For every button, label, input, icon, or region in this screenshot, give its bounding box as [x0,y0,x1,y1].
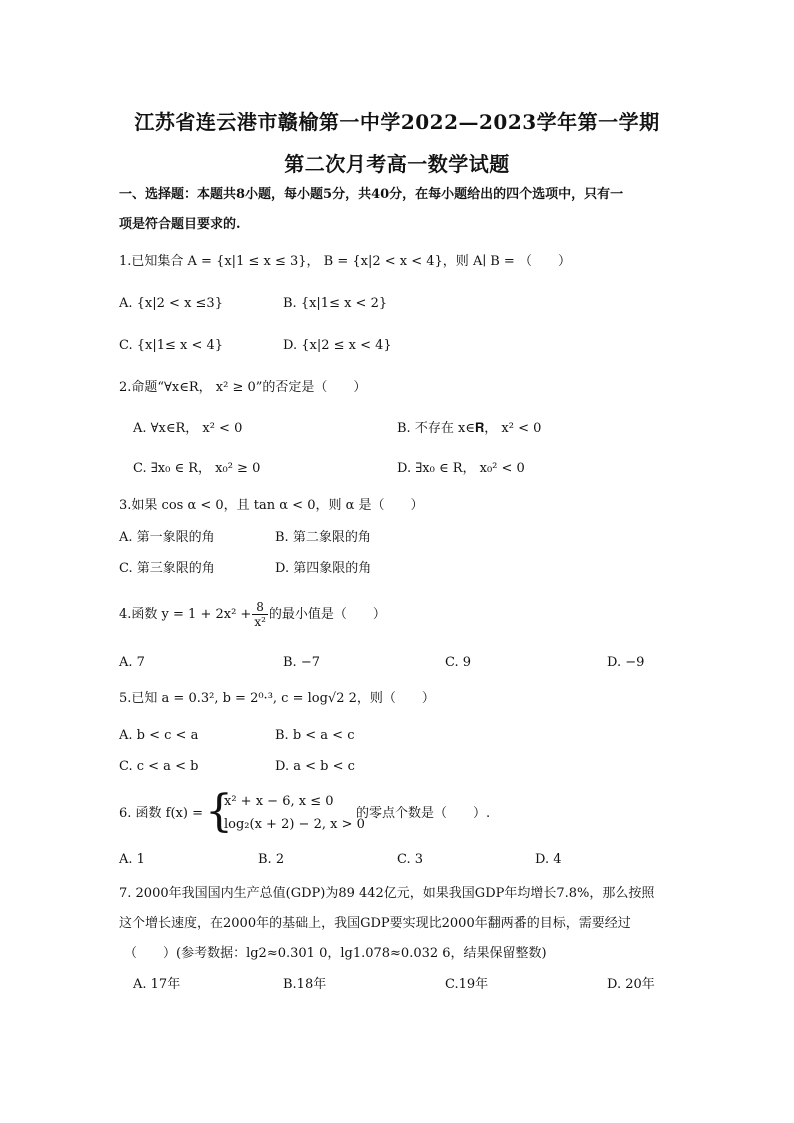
q4-stem-post: 的最小值是（ ） [268,607,386,622]
q5-option-a: A. b < c < a [119,728,199,743]
q4-fraction-numerator: 8 [252,600,268,615]
q7-option-b: B.18年 [283,977,327,992]
q2-option-a: A. ∀x∈R， x² < 0 [133,421,243,436]
q6-piecewise-brace: { [205,786,233,837]
q5-option-d: D. a < b < c [275,759,355,774]
q6-option-b: B. 2 [258,852,285,867]
q2-option-c: C. ∃x₀ ∈ R， x₀² ≥ 0 [133,461,261,476]
q6-case-2: log₂(x + 2) − 2, x > 0 [224,817,365,832]
q4-fraction [252,600,268,629]
q4-option-d: D. −9 [607,655,645,670]
q6-stem-post: 的零点个数是（ ）. [356,806,491,821]
q5-option-c: C. c < a < b [119,759,199,774]
q1-option-d: D. {x|2 ≤ x < 4} [283,338,392,353]
q1-option-a: A. {x|2 < x ≤3} [119,296,223,311]
q6-option-c: C. 3 [397,852,424,867]
q3-option-c: C. 第三象限的角 [119,561,215,576]
q6-stem-pre: 6. 函数 f(x) = [119,806,203,821]
q7-option-d: D. 20年 [607,977,655,992]
q6-option-a: A. 1 [119,852,145,867]
q7-stem-line3: （ ）(参考数据：lg2≈0.301 0，lg1.078≈0.032 6，结果保留整数) [124,946,547,961]
q3-option-a: A. 第一象限的角 [119,530,215,545]
q1-option-c: C. {x|1≤ x < 4} [119,338,224,353]
q1-stem: 1.已知集合 A = {x|1 ≤ x ≤ 3}， B = {x|2 < x < 4}，则 A∣ B = （ ） [119,254,571,269]
q3-stem: 3.如果 cos α < 0，且 tan α < 0，则 α 是（ ） [119,498,424,513]
q4-option-c: C. 9 [445,655,472,670]
exam-title-line1: 江苏省连云港市赣榆第一中学2022—2023学年第一学期 [134,110,660,134]
q2-option-b: B. 不存在 x∈𝐑， x² < 0 [397,421,542,436]
q5-stem: 5.已知 a = 0.3², b = 2⁰·³, c = log√2 2，则（ ） [119,691,435,706]
q7-option-c: C.19年 [445,977,489,992]
q4-option-a: A. 7 [119,655,145,670]
q3-option-b: B. 第二象限的角 [275,530,371,545]
q4-fraction-denominator: x² [254,615,266,629]
q2-stem: 2.命题“∀x∈R， x² ≥ 0”的否定是（ ） [119,380,367,395]
q7-stem-line2: 这个增长速度，在2000年的基础上，我国GDP要实现比2000年翻两番的目标，需要经过 [119,916,631,931]
section-heading-line1: 一、选择题：本题共8小题，每小题5分，共40分，在每小题给出的四个选项中，只有一 [119,187,624,202]
q1-option-b: B. {x|1≤ x < 2} [283,296,388,311]
section-heading-line2: 项是符合题目要求的. [119,217,241,232]
q7-stem-line1: 7. 2000年我国国内生产总值(GDP)为89 442亿元，如果我国GDP年均增长7.8%，那么按照 [119,886,655,901]
q6-case-1: x² + x − 6, x ≤ 0 [224,794,334,809]
q7-option-a: A. 17年 [133,977,181,992]
q3-option-d: D. 第四象限的角 [275,561,372,576]
q4-stem-pre: 4.函数 y = 1 + 2x² + [119,607,252,622]
q6-option-d: D. 4 [535,852,562,867]
q4-option-b: B. −7 [283,655,320,670]
q4-stem [119,598,386,632]
exam-title-line2: 第二次月考高一数学试题 [284,152,510,176]
q5-option-b: B. b < a < c [275,728,355,743]
q2-option-d: D. ∃x₀ ∈ R， x₀² < 0 [397,461,525,476]
